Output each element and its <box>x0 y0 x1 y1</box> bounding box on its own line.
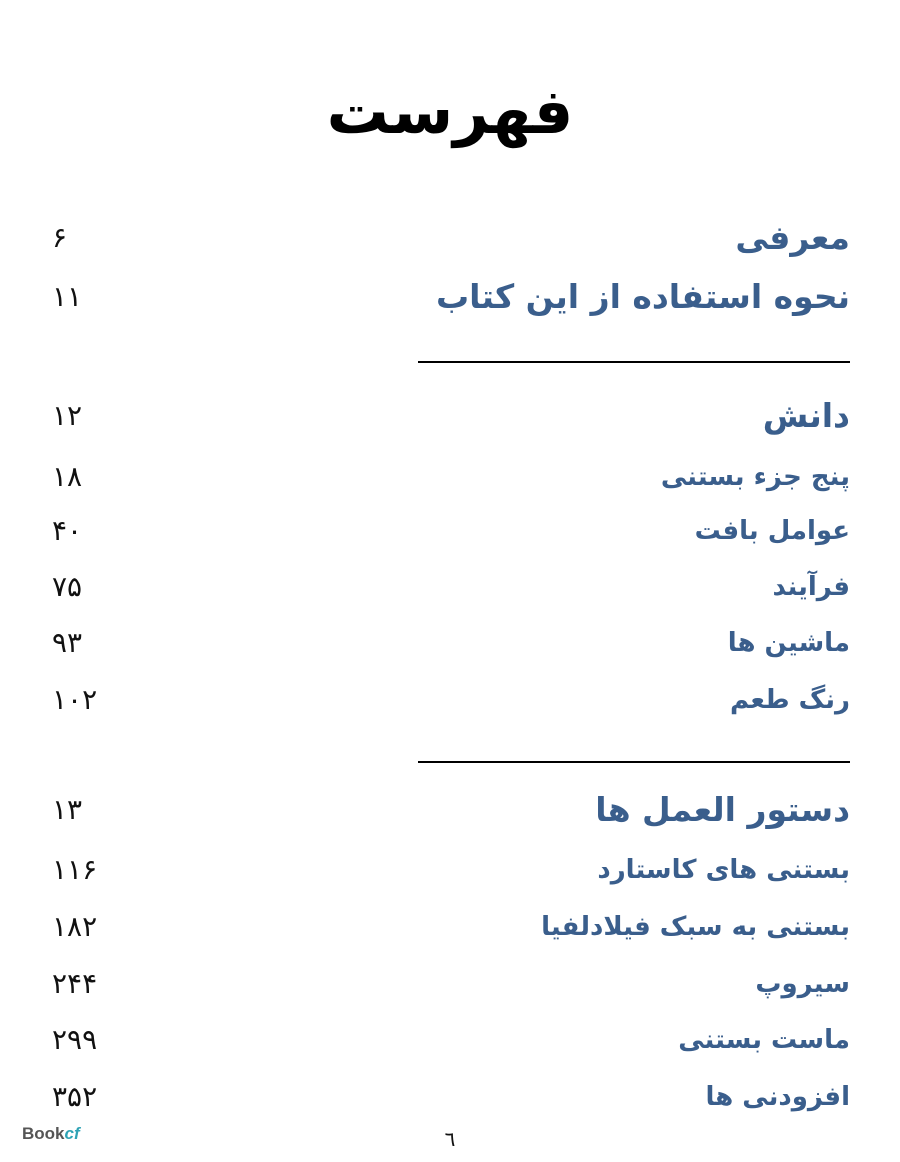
toc-entry-title: دستور العمل ها <box>595 790 850 829</box>
toc-entry-title: فرآیند <box>772 572 850 602</box>
toc-entry-page-number: ۱۰۲ <box>52 683 98 716</box>
toc-entry-page-number: ۶ <box>52 221 68 254</box>
toc-entry <box>0 513 900 549</box>
toc-entry-page-number: ۴۰ <box>52 514 83 547</box>
toc-entry <box>0 682 900 718</box>
logo-text: Book <box>22 1124 65 1143</box>
toc-entry-title: افزودنی ها <box>705 1082 850 1112</box>
page-title: فهرست <box>326 75 574 148</box>
toc-entry <box>0 459 900 495</box>
toc-entry <box>0 909 900 945</box>
toc-entry-page-number: ۳۵۲ <box>52 1080 98 1113</box>
toc-entry <box>0 852 900 888</box>
toc-entry <box>0 275 900 319</box>
toc-entry-title: رنگ طعم <box>730 685 850 715</box>
toc-entry-page-number: ۱۲ <box>52 399 83 432</box>
toc-entry-page-number: ۱۳ <box>52 793 83 826</box>
toc-entry <box>0 394 900 438</box>
toc-entry-title: عوامل بافت <box>694 516 850 546</box>
toc-entry-page-number: ۱۱ <box>52 280 83 313</box>
toc-entry <box>0 788 900 832</box>
logo-accent-text: cf <box>64 1124 80 1143</box>
toc-entry-title: بستنی های کاستارد <box>597 855 850 885</box>
toc-entry-title: ماشین ها <box>727 628 850 658</box>
toc-entry-title: دانش <box>762 396 850 435</box>
toc-entry-page-number: ۲۹۹ <box>52 1023 98 1056</box>
toc-entry <box>0 569 900 605</box>
toc-entry-title: نحوه استفاده از این کتاب <box>435 277 850 316</box>
toc-entry-page-number: ۲۴۴ <box>52 967 98 1000</box>
toc-entry-page-number: ۷۵ <box>52 570 83 603</box>
section-divider <box>418 361 850 363</box>
toc-entry-title: سیروپ <box>755 969 850 999</box>
toc-entry-title: معرفی <box>735 218 850 257</box>
toc-entry <box>0 1079 900 1115</box>
toc-entry-page-number: ۱۸ <box>52 460 83 493</box>
toc-entry <box>0 966 900 1002</box>
toc-entry-page-number: ۱۸۲ <box>52 910 98 943</box>
toc-entry <box>0 216 900 260</box>
toc-entry <box>0 625 900 661</box>
toc-entry-page-number: ۹۳ <box>52 626 83 659</box>
toc-entry-page-number: ۱۱۶ <box>52 853 98 886</box>
page-number: ٦ <box>444 1127 456 1151</box>
toc-entry-title: بستنی به سبک فیلادلفیا <box>541 912 850 942</box>
toc-entry <box>0 1022 900 1058</box>
section-divider <box>418 761 850 763</box>
toc-entry-title: ماست بستنی <box>678 1025 850 1055</box>
toc-entry-title: پنج جزء بستنی <box>660 462 850 492</box>
